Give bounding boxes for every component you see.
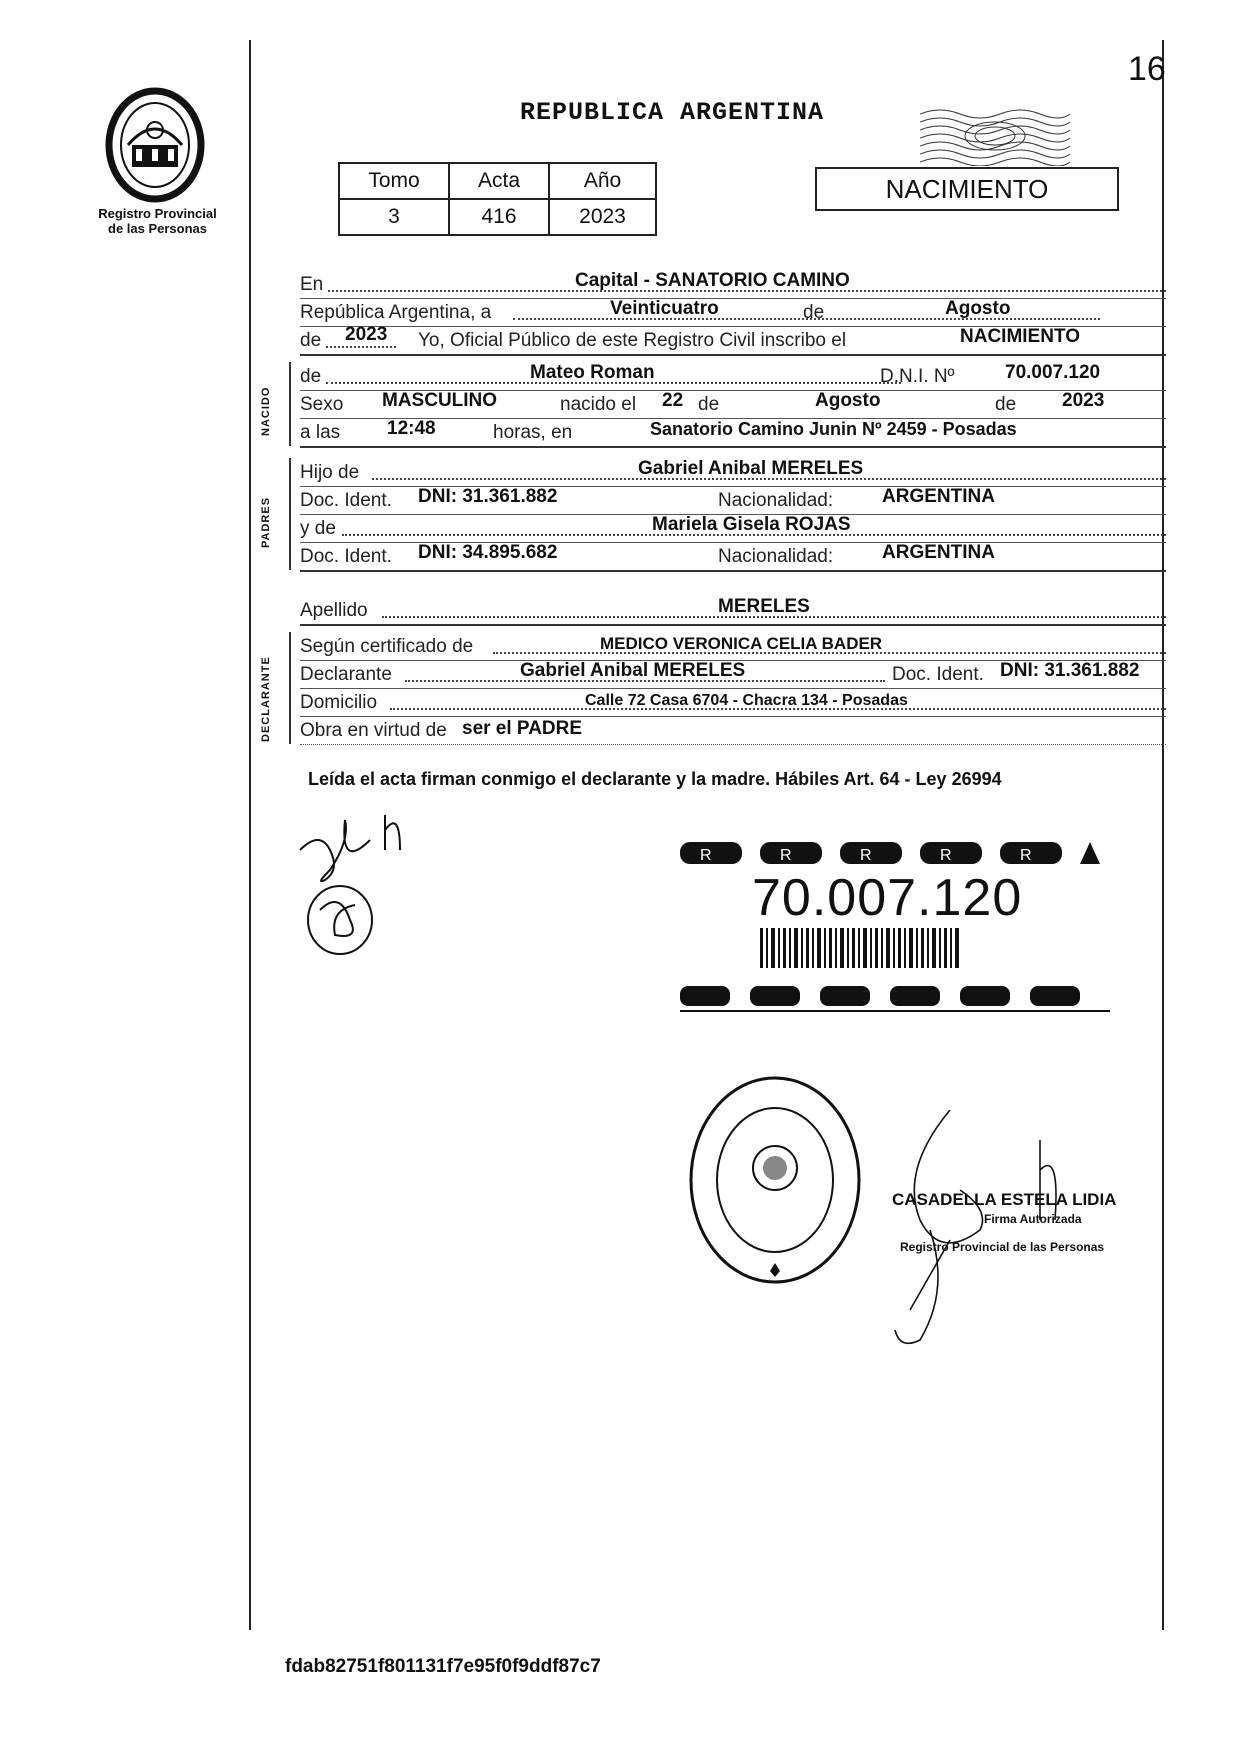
value-declarant-doc: DNI: 31.361.882 bbox=[1000, 660, 1140, 681]
label-declarante: Declarante bbox=[300, 664, 392, 685]
value-certificate: MEDICO VERONICA CELIA BADER bbox=[600, 634, 883, 653]
label-domicilio: Domicilio bbox=[300, 692, 378, 713]
row-declarant bbox=[300, 660, 1166, 689]
svg-text:R: R bbox=[1020, 847, 1032, 864]
officer-text: Yo, Oficial Público de este Registro Civil inscribo el bbox=[418, 330, 847, 351]
acta-table-cell: 3 bbox=[339, 199, 449, 235]
value-address: Calle 72 Casa 6704 - Chacra 134 - Posadas bbox=[585, 692, 908, 709]
label-de: de bbox=[803, 302, 825, 323]
acta-table-header: Año bbox=[549, 163, 656, 199]
province-shield-logo bbox=[100, 85, 210, 205]
row-father-doc bbox=[300, 486, 1166, 515]
section-label-nacido: NACIDO bbox=[260, 386, 272, 436]
row-birth-time-place bbox=[300, 418, 1166, 448]
record-type-box: NACIMIENTO bbox=[815, 167, 1119, 211]
label-hijo-de: Hijo de bbox=[300, 462, 360, 483]
value-inscription-type: NACIMIENTO bbox=[960, 326, 1080, 347]
acta-table-header: Tomo bbox=[339, 163, 449, 199]
value-month-registered: Agosto bbox=[945, 298, 1011, 319]
official-registry: Registro Provincial de las Personas bbox=[900, 1240, 1105, 1254]
acta-table bbox=[338, 162, 657, 236]
row-sex-birth-date bbox=[300, 390, 1166, 419]
registry-label bbox=[90, 206, 225, 236]
official-seal-stamp bbox=[685, 1073, 865, 1288]
label-nacionalidad: Nacionalidad: bbox=[718, 546, 834, 567]
value-mother-nationality: ARGENTINA bbox=[882, 542, 995, 563]
value-surname: MERELES bbox=[718, 596, 810, 617]
label-apellido: Apellido bbox=[300, 600, 368, 621]
official-signature bbox=[890, 1110, 1150, 1350]
value-birth-month: Agosto bbox=[815, 390, 881, 411]
row-officer bbox=[300, 326, 1166, 356]
acta-table-cell: 416 bbox=[449, 199, 549, 235]
label-de: de bbox=[995, 394, 1017, 415]
label-de: de bbox=[698, 394, 720, 415]
row-date bbox=[300, 298, 1166, 327]
row-certificate bbox=[300, 632, 1166, 661]
label-certificado: Según certificado de bbox=[300, 636, 474, 657]
row-child-name bbox=[300, 362, 1166, 391]
value-birth-day: 22 bbox=[662, 390, 684, 411]
dotted-line bbox=[326, 346, 396, 348]
value-mother-doc: DNI: 34.895.682 bbox=[418, 542, 558, 563]
acta-table-header: Acta bbox=[449, 163, 549, 199]
value-child-dni: 70.007.120 bbox=[1005, 362, 1101, 383]
label-obra: Obra en virtud de bbox=[300, 720, 447, 741]
value-day-words: Veinticuatro bbox=[610, 298, 719, 319]
value-year-registered: 2023 bbox=[345, 324, 388, 345]
label-republica: República Argentina, a bbox=[300, 302, 492, 323]
registry-label-line-2: de las Personas bbox=[108, 221, 207, 236]
value-child-name: Mateo Roman bbox=[530, 362, 655, 383]
label-nacionalidad: Nacionalidad: bbox=[718, 490, 834, 511]
label-doc-ident: Doc. Ident. bbox=[300, 546, 392, 567]
document-hash: fdab82751f801131f7e95f0f9ddf87c7 bbox=[285, 1656, 601, 1677]
value-sex: MASCULINO bbox=[382, 390, 498, 411]
acta-table-value-row bbox=[339, 199, 656, 235]
row-mother-doc bbox=[300, 542, 1166, 572]
value-father-nationality: ARGENTINA bbox=[882, 486, 995, 507]
label-dni: D.N.I. Nº bbox=[880, 366, 955, 387]
label-de: de bbox=[300, 330, 322, 351]
registry-label-line-1: Registro Provincial bbox=[98, 206, 217, 221]
closing-text: Leída el acta firman conmigo el declarante y la madre. Hábiles Art. 64 - Ley 26994 bbox=[308, 769, 1002, 789]
value-obra: ser el PADRE bbox=[462, 718, 583, 739]
svg-text:R: R bbox=[860, 847, 872, 864]
row-address bbox=[300, 688, 1166, 717]
value-birth-time: 12:48 bbox=[387, 418, 436, 439]
official-name: CASADELLA ESTELA LIDIA bbox=[892, 1190, 1117, 1209]
section-label-declarante: DECLARANTE bbox=[260, 656, 272, 742]
value-mother-name: Mariela Gisela ROJAS bbox=[652, 514, 851, 535]
svg-text:R: R bbox=[940, 847, 952, 864]
row-mother-name bbox=[300, 514, 1166, 543]
label-en: En bbox=[300, 274, 324, 295]
value-father-doc: DNI: 31.361.882 bbox=[418, 486, 558, 507]
label-a-las: a las bbox=[300, 422, 341, 443]
section-bar-nacido bbox=[289, 362, 291, 446]
acta-table-header-row bbox=[339, 163, 656, 199]
value-declarant-name: Gabriel Anibal MERELES bbox=[520, 660, 746, 681]
official-title: Firma Autorizada bbox=[984, 1212, 1082, 1226]
label-horas: horas, en bbox=[493, 422, 573, 443]
value-father-name: Gabriel Anibal MERELES bbox=[638, 458, 864, 479]
acta-table-cell: 2023 bbox=[549, 199, 656, 235]
country-title: REPUBLICA ARGENTINA bbox=[520, 98, 825, 127]
svg-text:R: R bbox=[700, 847, 712, 864]
value-birth-place: Sanatorio Camino Junin Nº 2459 - Posadas bbox=[650, 419, 1017, 439]
label-doc-ident: Doc. Ident. bbox=[300, 490, 392, 511]
svg-text:R: R bbox=[780, 847, 792, 864]
section-bar-declarante bbox=[289, 632, 291, 744]
label-de: de bbox=[300, 366, 322, 387]
declarant-signatures bbox=[290, 810, 430, 960]
row-obra bbox=[300, 716, 1166, 745]
row-surname bbox=[300, 596, 1166, 626]
label-nacido: nacido el bbox=[560, 394, 637, 415]
section-label-padres: PADRES bbox=[260, 496, 272, 548]
section-bar-padres bbox=[289, 458, 291, 570]
id-sticker-number: 70.007.120 bbox=[752, 869, 1023, 927]
row-place bbox=[300, 270, 1166, 299]
security-pattern bbox=[920, 106, 1070, 166]
value-place: Capital - SANATORIO CAMINO bbox=[575, 270, 850, 291]
value-birth-year: 2023 bbox=[1062, 390, 1105, 411]
label-sexo: Sexo bbox=[300, 394, 344, 415]
page-number: 16 bbox=[1128, 50, 1166, 88]
label-y-de: y de bbox=[300, 518, 336, 539]
row-father-name bbox=[300, 458, 1166, 487]
left-margin-line bbox=[249, 40, 251, 1630]
label-doc-ident: Doc. Ident. bbox=[892, 664, 984, 685]
